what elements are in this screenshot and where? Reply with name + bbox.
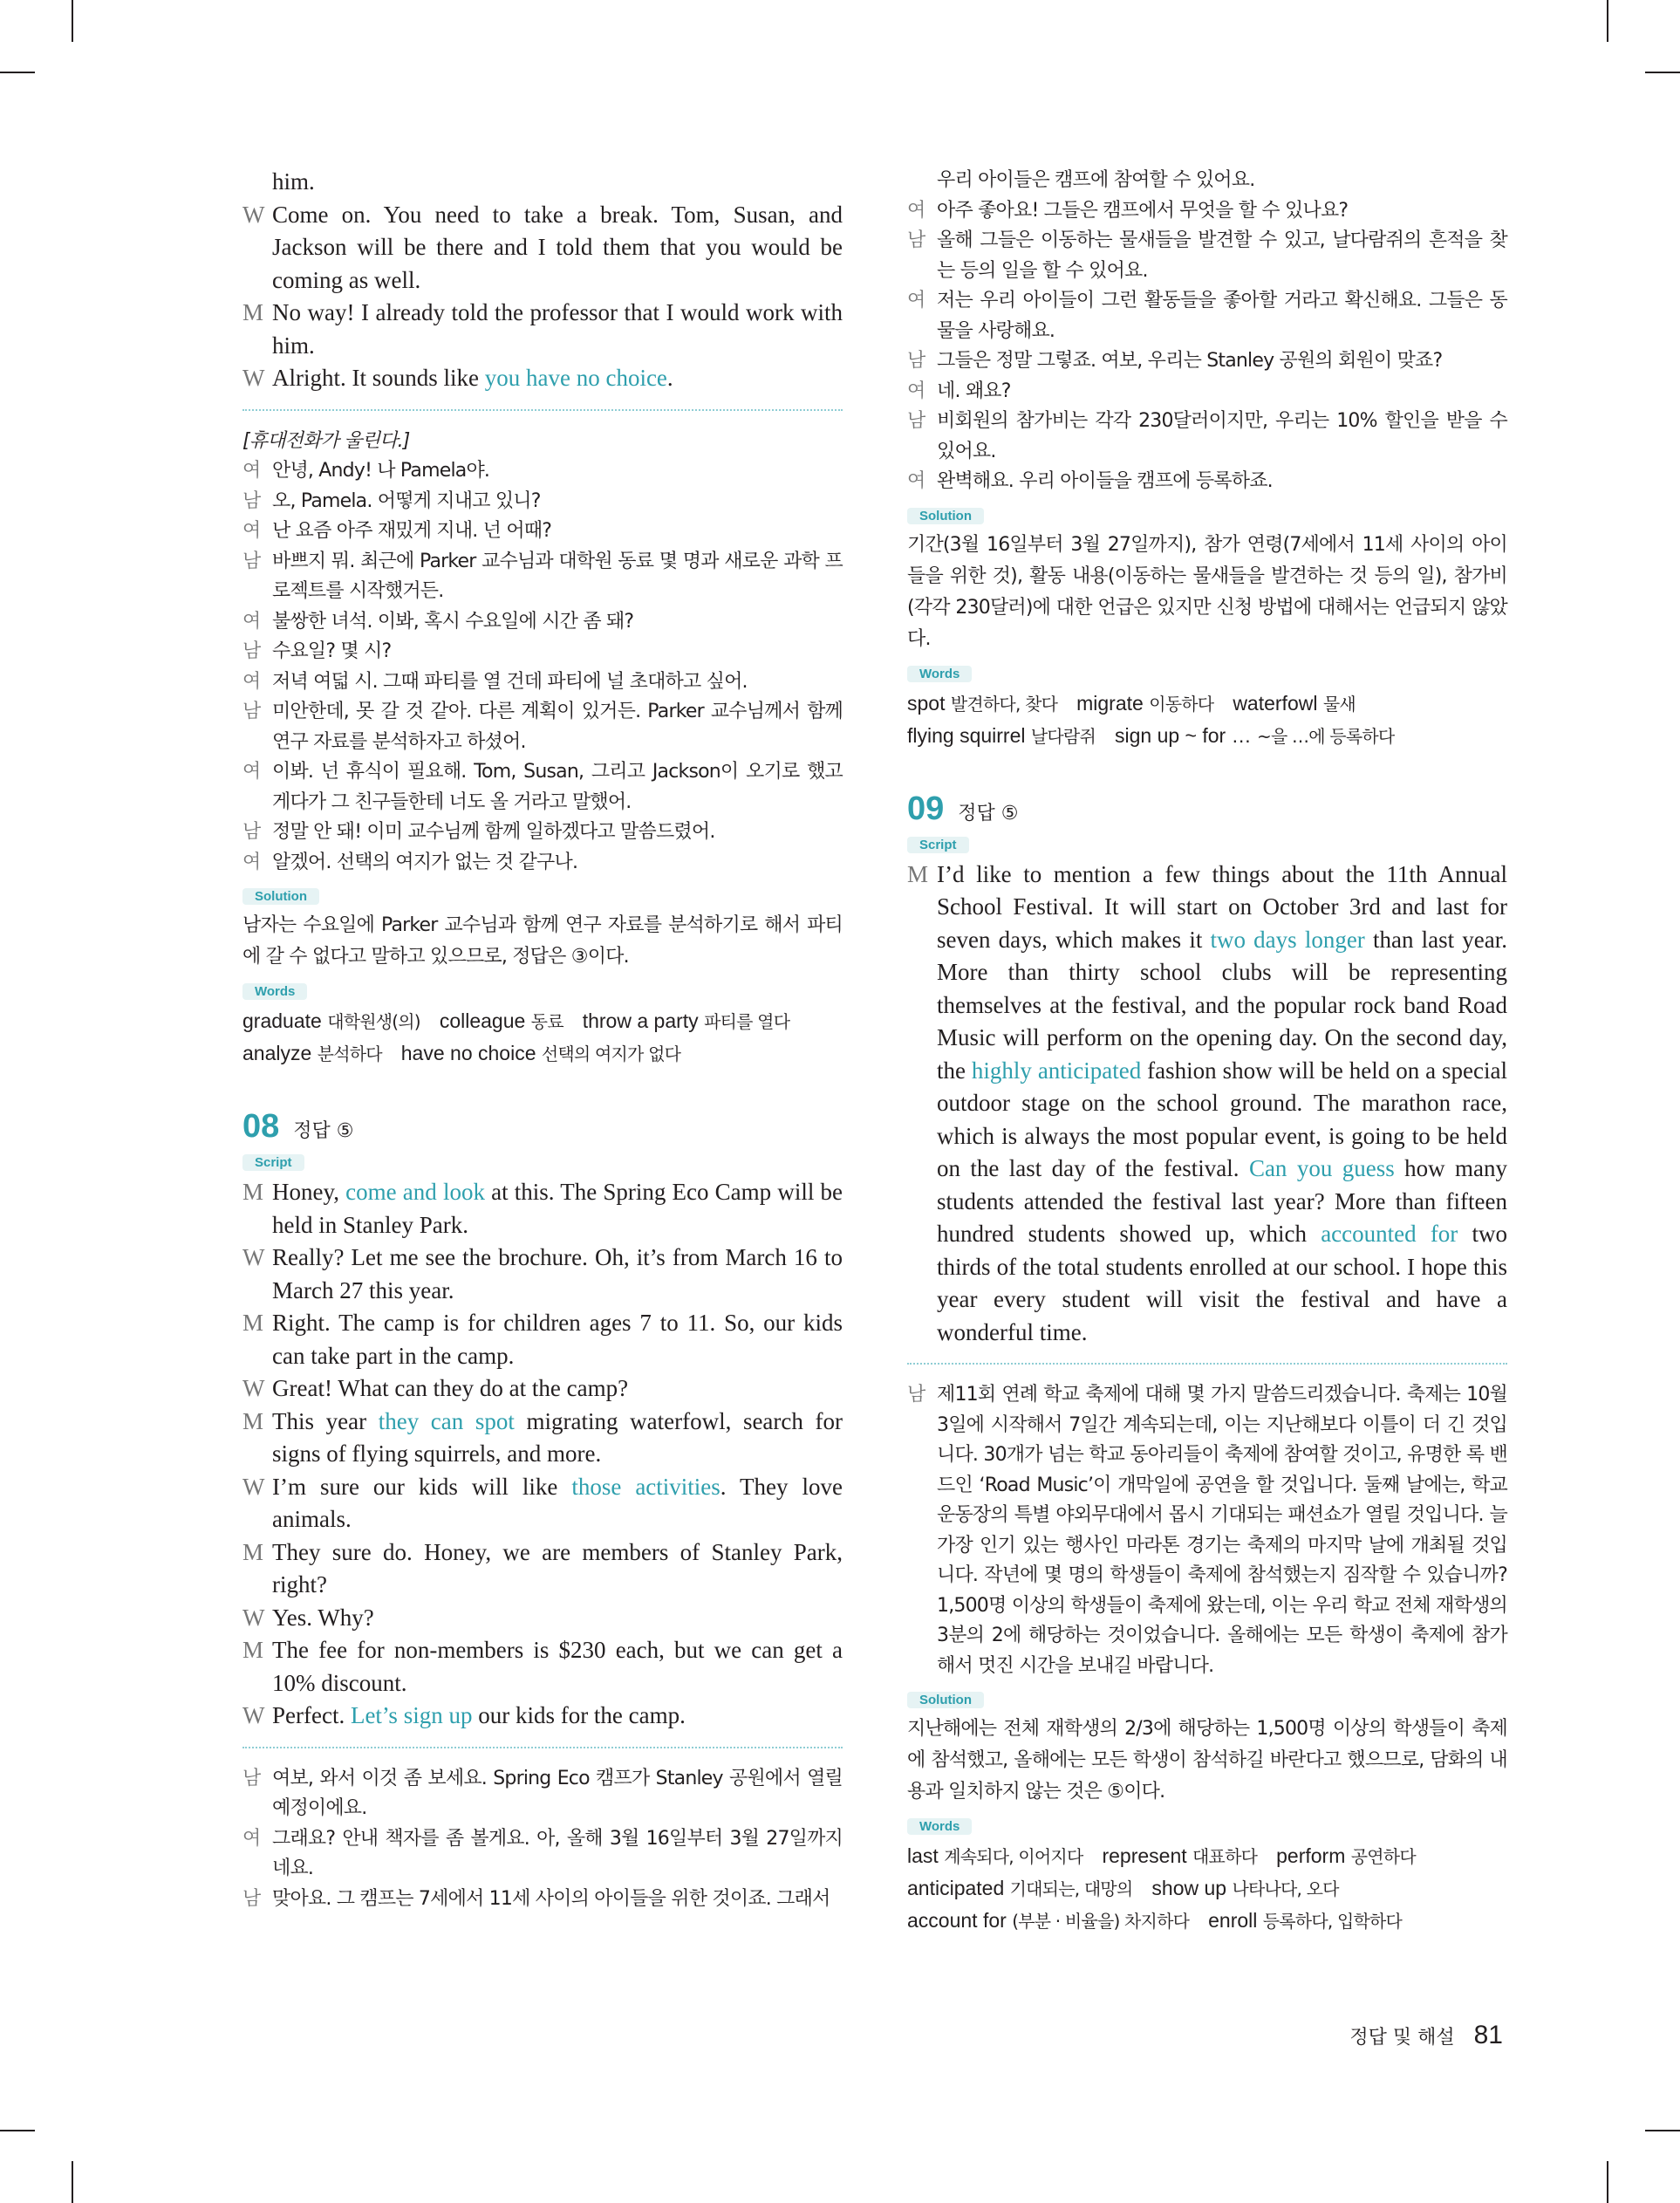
speaker-label: 여 (907, 380, 925, 402)
translation-line (907, 226, 1507, 286)
word-entry (907, 724, 1096, 747)
script-segment: No way! I already told the professor that I would work with him. (272, 299, 843, 359)
word-entry (1115, 724, 1394, 747)
translation-text: 미안한데, 못 갈 것 같아. 다른 계획이 있거든. Parker 교수님께서 함께 연구 자료를 분석하자고 하셨어. (272, 701, 843, 753)
word-entry (907, 1877, 1132, 1899)
script-segment: Yes. Why? (272, 1604, 374, 1631)
highlighted-phrase: highly anticipated (971, 1057, 1142, 1084)
q09-words (907, 1840, 1507, 1937)
translation-line (242, 487, 843, 517)
word-entry (1276, 1844, 1416, 1867)
script-segment: how many students attended the festival last year? More than fifteen hundred students showed up, which (937, 1155, 1507, 1247)
translation-line (907, 286, 1507, 346)
speaker-label: 남 (907, 1384, 925, 1406)
crop-mark (1645, 72, 1680, 73)
translation-text: 바쁘지 뭐. 최근에 Parker 교수님과 대학원 동료 몇 명과 새로운 과학 프로젝트를 시작했거든. (272, 550, 843, 602)
script-text (272, 1536, 843, 1602)
speaker-label: W (242, 1473, 265, 1500)
script-segment: him. (272, 168, 315, 195)
translation-text: 아주 좋아요! 그들은 캠프에서 무엇을 할 수 있나요? (937, 199, 1349, 222)
script-text (272, 1307, 843, 1372)
question-number: 09 (907, 790, 945, 827)
translation-text: 불쌍한 녀석. 이봐, 혹시 수요일에 시간 좀 돼? (272, 610, 634, 633)
script-text (272, 1634, 843, 1700)
script-line (242, 1471, 843, 1536)
translation-line (242, 1885, 843, 1915)
word-meaning: 이동하다 (1149, 693, 1214, 715)
translation-line (242, 697, 843, 757)
speaker-label: 남 (907, 350, 925, 372)
speaker-label: 여 (242, 1827, 261, 1850)
word-meaning: 파티를 열다 (704, 1011, 790, 1032)
highlighted-phrase: you have no choice (484, 365, 667, 391)
word-meaning: 계속되다, 이어지다 (944, 1846, 1083, 1867)
word-term: throw a party (582, 1009, 699, 1032)
q09-solution-text: 지난해에는 전체 재학생의 2/3에 해당하는 1,500명 이상의 학생들이 축제에 참석했고, 올해에는 모든 학생이 참석하길 바란다고 했으므로, 담화의 내용과 일치하지 않는 것은 ⑤이다. (907, 1718, 1507, 1803)
translation-line (242, 547, 843, 607)
speaker-label: 여 (242, 851, 261, 873)
translation-text: 완벽해요. 우리 아이들을 캠프에 등록하죠. (937, 470, 1273, 492)
translation-line (242, 757, 843, 818)
script-line (242, 1242, 843, 1307)
speaker-label: W (242, 1244, 265, 1270)
word-meaning: 날다람쥐 (1030, 725, 1096, 747)
speaker-label: M (907, 860, 929, 887)
speaker-label: W (242, 365, 265, 391)
translation-text: 알겠어. 선택의 여지가 없는 것 같구나. (272, 851, 578, 873)
script-segment: Come on. You need to take a break. Tom, Susan, and Jackson will be there and I told them that you would be coming as well. (272, 201, 843, 293)
translation-text: 제11회 연례 학교 축제에 대해 몇 가지 말씀드리겠습니다. 축제는 10월 3일에 시작해서 7일간 계속되는데, 이는 지난해보다 이틀이 더 긴 것입니다. 30개가 넘는 학교 동아리들이 축제에 참여할 것이고, 유명한 록 밴드인 ‘Road Music’이 개막일에 공연을 할 것입니다. 둘째 날에는, 학교 운동장의 특별 야외무대에서 몹시 기대되는 패션쇼가 열릴 것입니다. 늘 가장 인기 있는 행사인 마라톤 경기는 축제의 마지막 날에 개최될 것입니다. 작년에 몇 명의 학생들이 축제에 참석했는지 짐작할 수 있습니까? 1,500명 이상의 학생들이 축제에 왔는데, 이는 우리 학교 전체 재학생의 3분의 2에 해당하는 것이었습니다. 올해에는 모든 학생이 축제에 참가해서 멋진 시간을 보내길 바랍니다. (937, 1384, 1507, 1677)
words-row (242, 1005, 843, 1037)
translation-line (242, 607, 843, 638)
q08-script (242, 1176, 843, 1733)
script-segment: Alright. It sounds like (272, 365, 485, 391)
speaker-label: W (242, 1375, 265, 1401)
script-badge: Script (907, 837, 969, 853)
speaker-label: 여 (242, 460, 261, 482)
script-line (242, 362, 843, 395)
speaker-label: 여 (242, 520, 261, 542)
crop-mark (0, 2130, 35, 2131)
script-line (242, 1536, 843, 1602)
word-term: graduate (242, 1009, 322, 1032)
crop-mark (1645, 2130, 1680, 2131)
translation-line (907, 1380, 1507, 1681)
word-term: colleague (439, 1009, 526, 1032)
script-segment: migrating waterfowl, search for signs of flying squirrels, and more. (272, 1407, 843, 1467)
translation-text: 올해 그들은 이동하는 물새들을 발견할 수 있고, 날다람쥐의 흔적을 찾는 등의 일을 할 수 있어요. (937, 229, 1507, 282)
word-meaning: 기대되는, 대망의 (1009, 1878, 1133, 1899)
solution-badge: Solution (907, 508, 984, 524)
speaker-label: 남 (242, 489, 261, 512)
translation-line (242, 1764, 843, 1824)
word-term: show up (1151, 1877, 1227, 1899)
words-row (907, 688, 1507, 720)
script-text (272, 1242, 843, 1307)
word-term: represent (1102, 1844, 1187, 1867)
speaker-label: M (242, 1538, 264, 1565)
crop-mark (0, 72, 35, 73)
speaker-label: M (242, 1407, 264, 1434)
word-entry (907, 1909, 1189, 1932)
translation-text: 정말 안 돼! 이미 교수님께 함께 일하겠다고 말씀드렸어. (272, 821, 715, 843)
q09-translation (907, 1380, 1507, 1681)
speaker-label: 남 (907, 410, 925, 432)
speaker-label: 여 (242, 670, 261, 693)
speaker-label: 여 (907, 290, 925, 311)
q07-words (242, 1005, 843, 1070)
script-segment: two thirds of the total students enrolled at our school. I hope this year every student will visit the festival and have a wonderful time. (937, 1221, 1508, 1345)
word-meaning: 공연하다 (1350, 1846, 1416, 1867)
script-line (242, 1634, 843, 1700)
word-meaning: 대학원생(의) (327, 1011, 420, 1032)
page-number: 81 (1473, 2021, 1503, 2049)
script-text (272, 166, 843, 199)
script-text (937, 859, 1507, 1350)
word-term: account for (907, 1909, 1007, 1932)
highlighted-phrase: those activities (571, 1473, 720, 1500)
translation-text: 저는 우리 아이들이 그런 활동들을 좋아할 거라고 확신해요. 그들은 동물을 사랑해요. (937, 290, 1507, 342)
word-meaning: 나타나다, 오다 (1232, 1878, 1339, 1899)
speaker-label: 남 (242, 550, 261, 572)
translation-text: 안녕, Andy! 나 Pamela야. (272, 460, 490, 482)
divider (242, 1747, 843, 1748)
word-term: flying squirrel (907, 723, 1026, 747)
words-badge: Words (907, 666, 972, 682)
word-meaning: (부분 · 비율을) 차지하다 (1012, 1911, 1190, 1932)
script-text (272, 1372, 843, 1406)
q07-translation (242, 456, 843, 878)
word-term: waterfowl (1233, 691, 1318, 715)
script-segment: The fee for non-members is $230 each, but we can get a 10% discount. (272, 1637, 843, 1696)
speaker-label: 남 (907, 229, 925, 251)
script-badge: Script (242, 1154, 304, 1171)
translation-text: 맞아요. 그 캠프는 7세에서 11세 사이의 아이들을 위한 것이죠. 그래서 (272, 1887, 830, 1910)
page-footer (1349, 2021, 1503, 2050)
script-segment: Right. The camp is for children ages 7 to 11. So, our kids can take part in the camp. (272, 1310, 843, 1369)
right-column (907, 166, 1507, 1937)
script-line (242, 1406, 843, 1471)
words-row (907, 720, 1507, 752)
speaker-label: 여 (242, 761, 261, 783)
highlighted-phrase: they can spot (378, 1407, 515, 1434)
question-number: 08 (242, 1108, 280, 1145)
script-line (242, 1700, 843, 1733)
speaker-label: 여 (242, 610, 261, 633)
translation-line (242, 456, 843, 487)
translation-line (907, 377, 1507, 407)
word-entry (401, 1042, 680, 1064)
script-segment: Honey, (272, 1179, 346, 1205)
word-meaning: 물새 (1322, 693, 1356, 715)
word-meaning: 선택의 여지가 없다 (541, 1043, 681, 1064)
words-row (242, 1037, 843, 1070)
translation-line (907, 166, 1507, 196)
words-badge: Words (242, 983, 307, 1000)
word-meaning: 동료 (530, 1011, 563, 1032)
q08-translation-part2 (907, 166, 1507, 497)
script-segment: I’m sure our kids will like (272, 1473, 572, 1500)
translation-text: 여보, 와서 이것 좀 보세요. Spring Eco 캠프가 Stanley 공원에서 열릴 예정이에요. (272, 1767, 843, 1819)
word-entry (1233, 692, 1356, 715)
q08-heading (242, 1108, 843, 1146)
speaker-label: M (242, 1310, 264, 1336)
word-term: spot (907, 691, 946, 715)
translation-text: 이봐. 넌 휴식이 필요해. Tom, Susan, 그리고 Jackson이 오기로 했고 게다가 그 친구들한테 너도 올 거라고 말했어. (272, 761, 843, 813)
translation-text: 저녁 여덟 시. 그때 파티를 열 건데 파티에 널 초대하고 싶어. (272, 670, 748, 693)
translation-text: 비회원의 참가비는 각각 230달러이지만, 우리는 10% 할인을 받을 수 있어요. (937, 410, 1507, 462)
word-term: enroll (1208, 1909, 1258, 1932)
words-row (907, 1905, 1507, 1937)
script-segment: Really? Let me see the brochure. Oh, it’s from March 16 to March 27 this year. (272, 1244, 843, 1303)
translation-line (907, 196, 1507, 227)
script-line (907, 859, 1507, 1350)
word-term: migrate (1076, 691, 1144, 715)
speaker-label: 남 (242, 1767, 261, 1789)
q07-solution-text: 남자는 수요일에 Parker 교수님과 함께 연구 자료를 분석하기로 해서 파티에 갈 수 없다고 말하고 있으므로, 정답은 ③이다. (242, 914, 843, 968)
crop-mark (72, 0, 73, 42)
translation-line (907, 346, 1507, 377)
word-term: perform (1276, 1844, 1346, 1867)
highlighted-phrase: come and look (345, 1179, 485, 1205)
translation-text: 수요일? 몇 시? (272, 640, 392, 662)
script-segment: our kids for the camp. (472, 1702, 686, 1728)
q09-script (907, 859, 1507, 1350)
word-entry (907, 692, 1057, 715)
word-term: anticipated (907, 1877, 1005, 1899)
solution-badge: Solution (907, 1692, 984, 1708)
translation-line (242, 637, 843, 667)
word-meaning: 대표하다 (1192, 1846, 1258, 1867)
speaker-label: M (242, 1637, 264, 1663)
speaker-label: 여 (907, 199, 925, 222)
translation-line (242, 517, 843, 547)
script-text (272, 362, 843, 395)
speaker-label: 남 (242, 701, 261, 722)
answer-label: 정답 ⑤ (958, 802, 1019, 824)
script-text (272, 1602, 843, 1635)
script-segment: Perfect. (272, 1702, 351, 1728)
script-text (272, 199, 843, 298)
script-segment: fashion show will be held on a special outdoor stage on the school ground. The marathon race, which is always the most popular event, is going to be held on the last day of the festival. (937, 1057, 1507, 1181)
word-term: analyze (242, 1042, 312, 1064)
word-entry (242, 1009, 420, 1032)
script-line (242, 1176, 843, 1242)
word-entry (440, 1009, 563, 1032)
translation-line (907, 467, 1507, 497)
translation-line (907, 407, 1507, 467)
divider (242, 409, 843, 411)
script-line (242, 199, 843, 298)
translation-text: 그래요? 안내 책자를 좀 볼게요. 아, 올해 3월 16일부터 3월 27일까지 네요. (272, 1827, 843, 1879)
script-line (242, 166, 843, 199)
word-entry (1151, 1877, 1338, 1899)
crop-mark (1607, 2161, 1608, 2203)
translation-text: 네. 왜요? (937, 380, 1011, 402)
script-segment: . They love animals. (272, 1473, 843, 1532)
words-badge: Words (907, 1818, 972, 1835)
script-text (272, 1406, 843, 1471)
translation-line (242, 848, 843, 879)
word-entry (242, 1042, 382, 1064)
word-entry (583, 1009, 790, 1032)
speaker-label: 남 (242, 1887, 261, 1910)
script-segment: at this. The Spring Eco Camp will be held in Stanley Park. (272, 1179, 843, 1238)
solution-badge: Solution (242, 888, 319, 905)
word-term: sign up ~ for … (1114, 723, 1252, 747)
crop-mark (72, 2161, 73, 2203)
speaker-label: 여 (907, 470, 925, 492)
divider (907, 1363, 1507, 1365)
script-text (272, 297, 843, 362)
translation-note: [휴대전화가 울린다.] (242, 429, 410, 452)
translation-line (242, 667, 843, 698)
translation-text: 오, Pamela. 어떻게 지내고 있니? (272, 489, 541, 512)
script-line (242, 1372, 843, 1406)
word-meaning: 발견하다, 찾다 (950, 693, 1058, 715)
q08-words (907, 688, 1507, 752)
script-text (272, 1471, 843, 1536)
answer-label: 정답 ⑤ (293, 1120, 354, 1142)
word-meaning: 분석하다 (317, 1043, 382, 1064)
translation-text: 난 요즘 아주 재밌게 지내. 넌 어때? (272, 520, 552, 542)
script-segment: Great! What can they do at the camp? (272, 1375, 629, 1401)
script-line (242, 1602, 843, 1635)
word-entry (1102, 1844, 1257, 1867)
translation-line (242, 818, 843, 848)
speaker-label: M (242, 299, 264, 325)
speaker-label: 남 (242, 640, 261, 662)
script-text (272, 1176, 843, 1242)
script-segment: . (666, 365, 673, 391)
q09-heading (907, 790, 1507, 828)
q08-solution-text: 기간(3월 16일부터 3월 27일까지), 참가 연령(7세에서 11세 사이의 아이들을 위한 것), 활동 내용(이동하는 물새들을 발견하는 것 등의 일), 참가비(각각 230달러)에 대한 언급은 있지만 신청 방법에 대해서는 언급되지 않았다. (907, 533, 1507, 650)
crop-mark (1607, 0, 1608, 42)
word-term: have no choice (400, 1042, 536, 1064)
word-meaning: ~을 …에 등록하다 (1256, 725, 1395, 747)
word-term: last (907, 1844, 939, 1867)
speaker-label: 남 (242, 821, 261, 843)
word-meaning: 등록하다, 입학하다 (1262, 1911, 1403, 1932)
script-text (272, 1700, 843, 1733)
highlighted-phrase: two days longer (1210, 926, 1365, 953)
q07-script-tail (242, 166, 843, 395)
script-segment: This year (272, 1407, 379, 1434)
script-segment: I’d like to mention a few things about the 11th Annual School Festival. It will start on October 3rd and last for seven days, which makes it (937, 860, 1507, 953)
speaker-label: M (242, 1179, 264, 1205)
highlighted-phrase: Can you guess (1248, 1155, 1395, 1181)
highlighted-phrase: accounted for (1321, 1221, 1458, 1247)
speaker-label: W (242, 201, 265, 228)
translation-line (242, 1824, 843, 1885)
script-line (242, 1307, 843, 1372)
words-row (907, 1872, 1507, 1905)
speaker-label: W (242, 1604, 265, 1631)
word-entry (1076, 692, 1213, 715)
script-segment: than last year. More than thirty school clubs will be representing themselves at the festival, and the popular rock band Road Music will perform on the opening day. On the second day, the (937, 926, 1507, 1084)
translation-text: 우리 아이들은 캠프에 참여할 수 있어요. (937, 169, 1255, 191)
script-line (242, 297, 843, 362)
script-segment: They sure do. Honey, we are members of Stanley Park, right? (272, 1538, 843, 1598)
words-row (907, 1840, 1507, 1872)
left-column (242, 166, 843, 1914)
footer-label: 정답 및 해설 (1349, 2027, 1455, 2049)
q08-translation-part1 (242, 1764, 843, 1915)
highlighted-phrase: Let’s sign up (350, 1702, 473, 1728)
translation-text: 그들은 정말 그렇죠. 여보, 우리는 Stanley 공원의 회원이 맞죠? (937, 350, 1443, 372)
speaker-label: W (242, 1702, 265, 1728)
word-entry (907, 1844, 1082, 1867)
word-entry (1208, 1909, 1402, 1932)
